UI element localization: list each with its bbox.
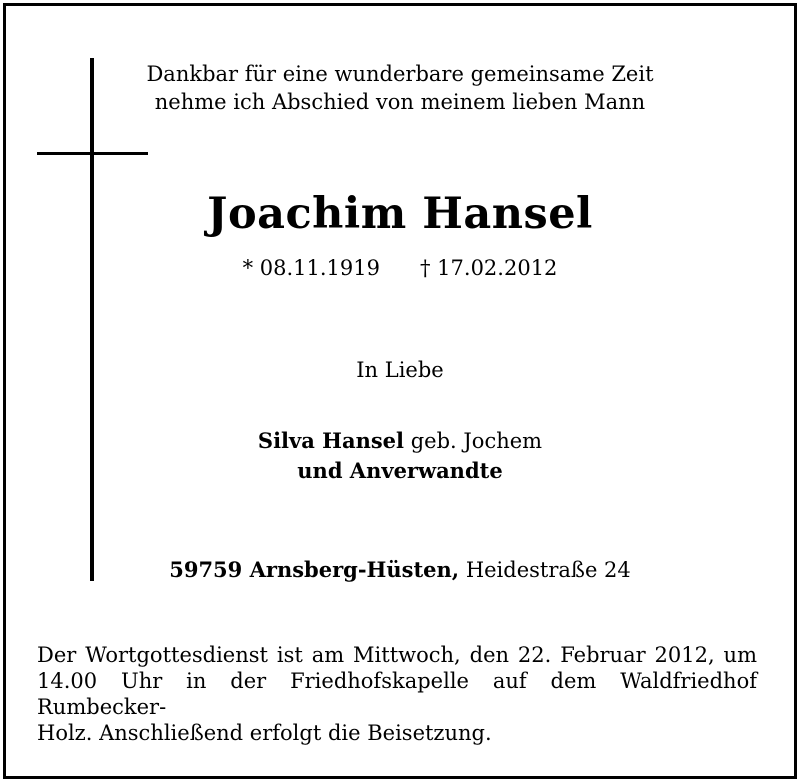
in-love-text: In Liebe [356,358,444,382]
intro-text [120,60,680,116]
mourner-maiden-name: geb. Jochem [410,429,543,453]
mourners [120,426,680,486]
mourner-address [120,556,680,584]
intro-line-2: nehme ich Abschied von meinem lieben Mann [154,90,646,114]
relatives-line: und Anverwandte [297,458,503,483]
life-dates [120,254,680,282]
cross-vertical-bar [90,58,94,581]
intro-line-1: Dankbar für eine wunderbare gemeinsame Zeit [146,62,654,86]
service-line-3: Holz. Anschließend erfolgt die Beisetzung. [37,721,492,745]
address-city: 59759 Arnsberg-Hüsten, [169,557,460,582]
address-street: Heidestraße 24 [465,558,631,582]
birth-date: * 08.11.1919 [242,256,380,280]
service-line-1: Der Wortgottesdienst ist am Mittwoch, den 22. Februar 2012, um [37,643,757,667]
service-info [37,642,757,746]
mourner-name: Silva Hansel [257,428,405,453]
cross-horizontal-bar [37,152,148,155]
death-date: † 17.02.2012 [420,256,558,280]
mourner-line [120,426,680,456]
deceased-name: Joachim Hansel [207,189,593,239]
service-line-2: 14.00 Uhr in der Friedhofskapelle auf dem Waldfriedhof Rumbecker- [37,669,757,719]
